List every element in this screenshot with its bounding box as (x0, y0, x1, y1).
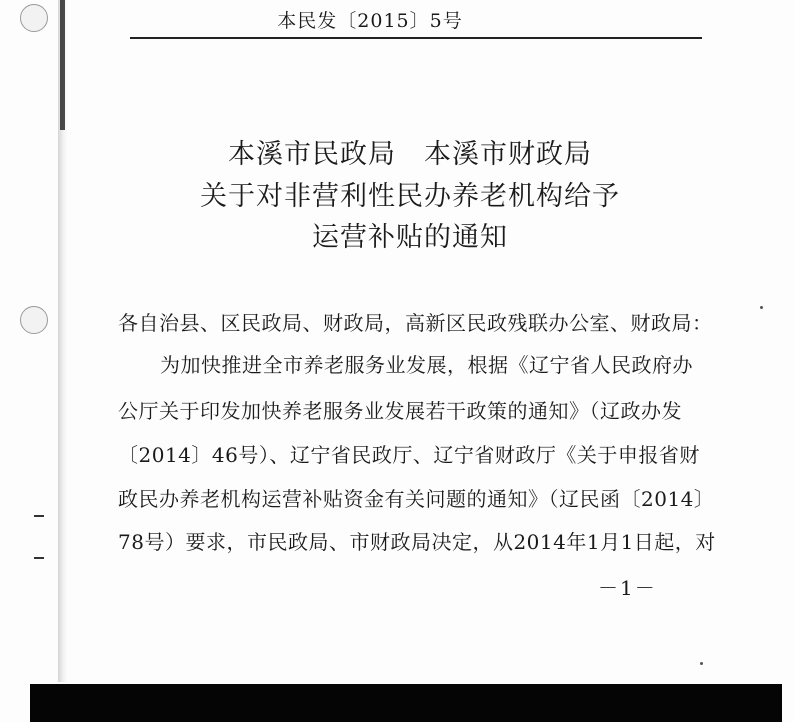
punch-hole-top (20, 4, 48, 32)
binding-edge-dark (60, 0, 65, 130)
scan-speck (700, 662, 703, 665)
scan-speck (760, 306, 763, 309)
header-divider (130, 37, 702, 39)
margin-mark (34, 515, 44, 517)
title-line: 运营补贴的通知 (312, 222, 508, 253)
scan-bottom-edge (30, 684, 782, 722)
body-line: 78号）要求，市民政局、市财政局决定，从2014年1月1日起，对 (118, 530, 716, 554)
document-number-header: 本民发〔2015〕5号 (277, 10, 463, 32)
margin-mark (34, 557, 44, 559)
salutation-line: 各自治县、区民政局、财政局，高新区民政残联办公室、财政局： (118, 311, 713, 335)
body-line: 〔2014〕46号）、辽宁省民政厅、辽宁省财政厅《关于申报省财 (118, 443, 700, 467)
body-line: 为加快推进全市养老服务业发展，根据《辽宁省人民政府办 (160, 353, 693, 377)
title-line: 本溪市民政局 本溪市财政局 (228, 139, 592, 170)
page-number: －1－ (598, 576, 657, 600)
punch-hole-middle (20, 306, 48, 334)
body-line: 政民办养老机构运营补贴资金有关问题的通知》（辽民函〔2014〕 (118, 487, 715, 511)
body-line: 公厅关于印发加快养老服务业发展若干政策的通知》（辽政办发 (118, 399, 682, 423)
title-line: 关于对非营利性民办养老机构给予 (200, 181, 620, 212)
